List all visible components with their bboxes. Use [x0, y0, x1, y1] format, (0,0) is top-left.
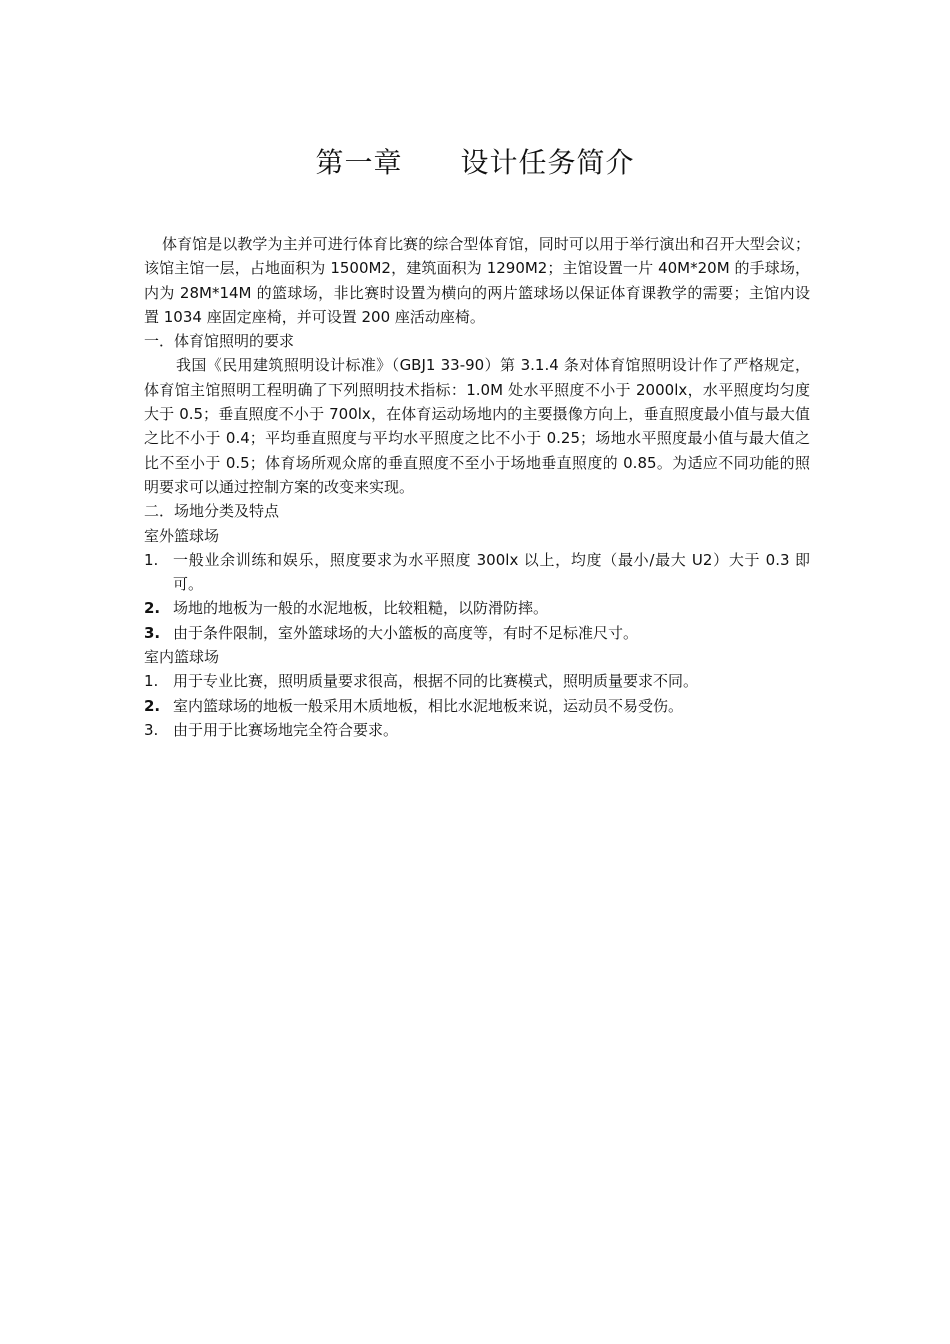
intro-paragraph: 体育馆是以教学为主并可进行体育比赛的综合型体育馆，同时可以用于举行演出和召开大型会议；该馆主馆一层，占地面积为 1500M2，建筑面积为 1290M2；主馆设置一片 40M*20M 的手球场，内为 28M*14M 的篮球场，非比赛时设置为横向的两片篮球场以保证体育课教学的需要；主馆内设置 1034 座固定座椅，并可设置 200 座活动座椅。 [144, 235, 810, 326]
list-item-number: 3. [144, 623, 161, 642]
list-item-text: 由于条件限制，室外篮球场的大小篮板的高度等，有时不足标准尺寸。 [173, 623, 639, 642]
section-heading-lighting-requirements: 一．体育馆照明的要求 [144, 332, 295, 351]
subheading-indoor-court: 室内篮球场 [144, 648, 220, 667]
document-body [144, 232, 810, 742]
list-item [144, 596, 810, 620]
list-item-number: 2. [144, 599, 161, 618]
list-item-text: 一般业余训练和娱乐，照度要求为水平照度 300lx 以上，均度（最小/最大 U2）大于 0.3 即可。 [173, 550, 810, 594]
list-item-number: 1. [144, 550, 159, 569]
list-item-number: 1. [144, 672, 159, 691]
lighting-requirements-paragraph: 我国《民用建筑照明设计标准》（GBJ1 33-90）第 3.1.4 条对体育馆照明设计作了严格规定，体育馆主馆照明工程明确了下列照明技术指标：1.0M 处水平照度不小于 2000lx，水平照度均匀度大于 0.5；垂直照度不小于 700lx，在体育运动场地内的主要摄像方向上，垂直照度最小值与最大值之比不小于 0.4；平均垂直照度与平均水平照度之比不小于 0.25；场地水平照度最小值与最大值之比不至小于 0.5；体育场所观众席的垂直照度不至小于场地垂直照度的 0.85。为适应不同功能的照明要求可以通过控制方案的改变来实现。 [144, 356, 810, 496]
list-item-text: 用于专业比赛，照明质量要求很高，根据不同的比赛模式，照明质量要求不同。 [173, 672, 699, 691]
list-item-text: 场地的地板为一般的水泥地板，比较粗糙，以防滑防摔。 [173, 599, 549, 618]
list-item [144, 621, 810, 645]
section-heading-venue-classification: 二．场地分类及特点 [144, 502, 280, 521]
list-item [144, 694, 810, 718]
list-item-number: 2. [144, 696, 161, 715]
subheading-outdoor-court: 室外篮球场 [144, 526, 220, 545]
list-item-number: 3. [144, 720, 159, 739]
chapter-title: 第一章 设计任务简介 [315, 146, 635, 179]
list-item-text: 由于用于比赛场地完全符合要求。 [173, 720, 399, 739]
list-item-text: 室内篮球场的地板一般采用木质地板，相比水泥地板来说，运动员不易受伤。 [173, 696, 684, 715]
list-item [144, 718, 810, 742]
list-item [144, 548, 810, 597]
list-item [144, 669, 810, 693]
